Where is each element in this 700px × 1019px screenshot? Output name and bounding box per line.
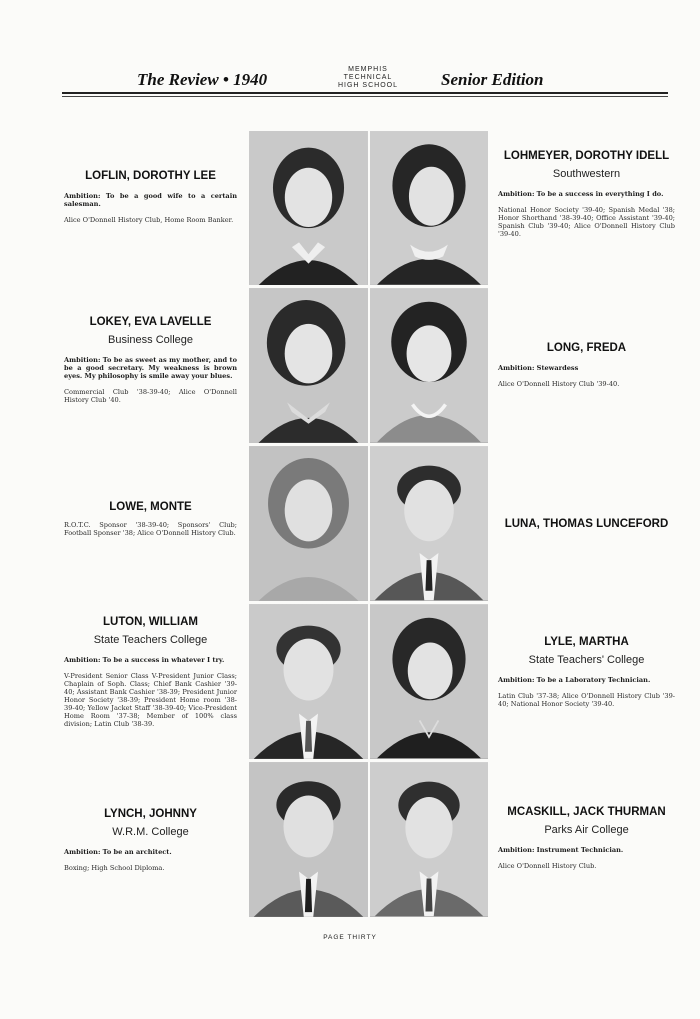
senior-name: LOKEY, EVA LAVELLE <box>89 316 212 328</box>
senior-ambition: Ambition: To be a good wife to a certain salesman. <box>64 192 237 208</box>
portrait-lowe <box>249 446 368 601</box>
senior-activities: V-President Senior Class V-President Junior Class; Chaplain of Soph. Class; Chief Bank Cashier '39-40; Assistant Bank Cashier '38-39; President Junior Honor Society '38-39; President Home room '38-39-40; Yellow Jacket Staff '38-39-40; Vice-President Home Room '37-38; Member of 100% class division; Latin Club '38-39. <box>64 672 237 728</box>
senior-activities: Boxing; High School Diploma. <box>64 864 165 872</box>
senior-college: State Teachers' College <box>528 654 645 666</box>
senior-name: LUTON, WILLIAM <box>103 616 198 628</box>
school-name <box>328 66 408 90</box>
senior-activities: National Honor Society '39-40; Spanish Medal '38; Honor Shorthand '38-39-40; Office Assistant '39-40; Spanish Club '39-40; Alice O'Donnell History Club '39-40. <box>498 206 675 238</box>
senior-entry-lohmeyer <box>498 150 675 238</box>
senior-entry-loflin <box>64 170 237 224</box>
senior-entry-lynch <box>64 808 237 872</box>
portrait-mcaskill <box>370 762 488 917</box>
portrait-lokey <box>249 288 368 443</box>
header-rule-thin <box>62 96 668 97</box>
portrait-lynch <box>249 762 368 917</box>
school-line-1: MEMPHIS <box>348 66 388 73</box>
senior-college: Business College <box>108 334 193 346</box>
senior-name: LYLE, MARTHA <box>544 636 629 648</box>
senior-activities: Alice O'Donnell History Club. <box>498 862 597 870</box>
portrait-luna <box>370 446 488 601</box>
senior-college: Parks Air College <box>544 824 629 836</box>
senior-activities: Latin Club '37-38; Alice O'Donnell History Club '39-40; National Honor Society '39-40. <box>498 692 675 708</box>
portrait-lyle <box>370 604 488 759</box>
senior-entry-luton <box>64 616 237 728</box>
school-line-3: HIGH SCHOOL <box>337 82 398 89</box>
senior-college: State Teachers College <box>93 634 208 646</box>
senior-activities: Commercial Club '38-39-40; Alice O'Donnell History Club '40. <box>64 388 237 404</box>
senior-name: LONG, FREDA <box>546 342 627 354</box>
senior-name: LOHMEYER, DOROTHY IDELL <box>503 150 670 162</box>
senior-name: LOWE, MONTE <box>109 501 192 513</box>
senior-entry-lowe <box>64 501 237 537</box>
senior-activities: Alice O'Donnell History Club '39-40. <box>498 380 620 388</box>
portrait-long <box>370 288 488 443</box>
senior-activities: Alice O'Donnell History Club, Home Room Banker. <box>64 216 234 224</box>
senior-college: W.R.M. College <box>112 826 189 838</box>
portrait-luton <box>249 604 368 759</box>
header-title-left: The Review • 1940 <box>137 70 268 89</box>
senior-ambition: Ambition: To be a success in whatever I try. <box>64 656 225 664</box>
senior-ambition: Ambition: To be a Laboratory Technician. <box>498 676 651 684</box>
page-number: PAGE THIRTY <box>323 934 377 941</box>
senior-ambition: Ambition: To be as sweet as my mother, and to be a good secretary. My weakness is brown eyes. My philosophy is smile away your blues. <box>64 356 237 380</box>
senior-entry-luna <box>498 518 675 530</box>
senior-name: LYNCH, JOHNNY <box>104 808 197 820</box>
header-title-right: Senior Edition <box>441 70 544 89</box>
senior-entry-lokey <box>64 316 237 404</box>
senior-ambition: Ambition: To be a success in everything I do. <box>498 190 664 198</box>
senior-entry-long <box>498 342 675 388</box>
senior-entry-lyle <box>498 636 675 708</box>
portrait-loflin <box>249 131 368 285</box>
school-line-2: TECHNICAL <box>343 74 393 81</box>
senior-name: MCASKILL, JACK THURMAN <box>507 806 666 818</box>
senior-entry-mcaskill <box>498 806 675 870</box>
portrait-lohmeyer <box>370 131 488 285</box>
senior-name: LUNA, THOMAS LUNCEFORD <box>504 518 669 530</box>
senior-activities: R.O.T.C. Sponsor '38-39-40; Sponsors' Club; Football Sponser '38; Alice O'Donnell History Club. <box>64 521 237 537</box>
senior-ambition: Ambition: Instrument Technician. <box>498 846 624 854</box>
header-rule <box>62 92 668 94</box>
senior-ambition: Ambition: Stewardess <box>498 364 579 372</box>
senior-name: LOFLIN, DOROTHY LEE <box>85 170 216 182</box>
senior-ambition: Ambition: To be an architect. <box>64 848 172 856</box>
senior-college: Southwestern <box>552 168 621 180</box>
